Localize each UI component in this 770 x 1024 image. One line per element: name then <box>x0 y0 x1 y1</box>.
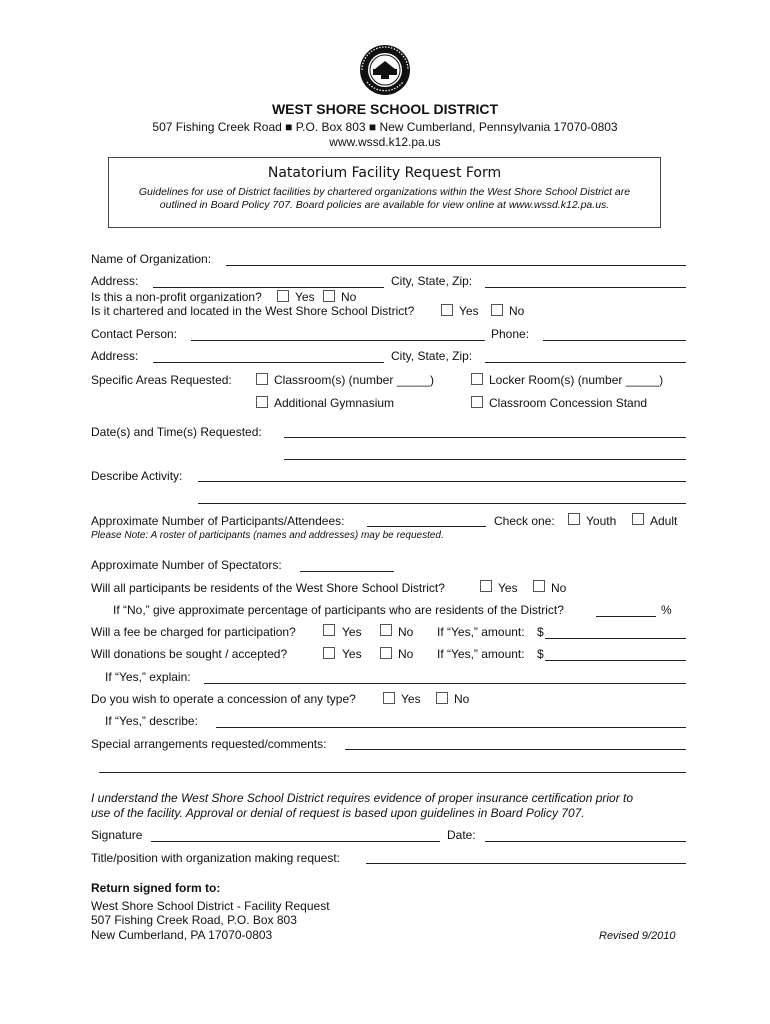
donations-amount-label: If “Yes,” amount: <box>437 647 525 661</box>
chartered-no-checkbox[interactable] <box>491 304 503 316</box>
nonprofit-yes-checkbox[interactable] <box>277 290 289 302</box>
donations-no-checkbox[interactable] <box>380 647 392 659</box>
concession-yes-checkbox[interactable] <box>383 692 395 704</box>
locker-room-checkbox[interactable] <box>471 373 483 385</box>
residents-yes-label: Yes <box>498 581 518 595</box>
return-line-1: West Shore School District - Facility Request <box>91 899 330 913</box>
form-title-box <box>108 157 661 228</box>
form-title: Natatorium Facility Request Form <box>267 165 502 181</box>
guidelines-line-1: Guidelines for use of District facilities by chartered organizations within the West Shore School District are <box>138 186 631 198</box>
donations-dollar-sign: $ <box>537 647 544 661</box>
donations-question: Will donations be sought / accepted? <box>91 647 288 661</box>
residents-no-checkbox[interactable] <box>533 580 545 592</box>
title-position-label: Title/position with organization making request: <box>91 851 341 865</box>
nonprofit-question: Is this a non-profit organization? <box>91 290 262 304</box>
youth-label: Youth <box>586 514 617 528</box>
chartered-yes-label: Yes <box>459 304 479 318</box>
fee-dollar-sign: $ <box>537 625 544 639</box>
participants-label: Approximate Number of Participants/Attendees: <box>91 514 345 528</box>
contact-city-field[interactable] <box>485 362 686 363</box>
concession-stand-checkbox[interactable] <box>471 396 483 408</box>
fee-yes-label: Yes <box>342 625 362 639</box>
residents-question: Will all participants be residents of the West Shore School District? <box>91 581 445 595</box>
activity-field-2[interactable] <box>198 503 686 504</box>
city-state-zip-label: City, State, Zip: <box>391 274 473 288</box>
residents-yes-checkbox[interactable] <box>480 580 492 592</box>
contact-field[interactable] <box>191 340 485 341</box>
concession-stand-label: Classroom Concession Stand <box>489 396 648 410</box>
date-label: Date: <box>447 828 476 842</box>
fee-yes-checkbox[interactable] <box>323 624 335 636</box>
guidelines-line-2: outlined in Board Policy 707. Board policies are available for view online at www.wssd.k12.pa.us. <box>159 199 610 211</box>
gymnasium-label: Additional Gymnasium <box>274 396 395 410</box>
insurance-statement-1: I understand the West Shore School District requires evidence of proper insurance certification prior to <box>91 791 634 805</box>
spectators-label: Approximate Number of Spectators: <box>91 558 282 572</box>
special-field-2[interactable] <box>99 772 686 773</box>
phone-label: Phone: <box>491 327 530 341</box>
district-seal <box>359 44 411 96</box>
concession-yes-label: Yes <box>401 692 421 706</box>
contact-address-field[interactable] <box>153 362 384 363</box>
concession-describe-label: If “Yes,” describe: <box>105 714 198 728</box>
spectators-field[interactable] <box>300 571 394 572</box>
org-name-field[interactable] <box>226 265 686 266</box>
dates-field-1[interactable] <box>284 437 686 438</box>
special-label: Special arrangements requested/comments: <box>91 737 327 751</box>
concession-describe-field[interactable] <box>216 727 686 728</box>
roster-note: Please Note: A roster of participants (names and addresses) may be requested. <box>91 530 444 541</box>
chartered-no-label: No <box>509 304 525 318</box>
date-field[interactable] <box>485 841 686 842</box>
chartered-yes-checkbox[interactable] <box>441 304 453 316</box>
dates-label: Date(s) and Time(s) Requested: <box>91 425 262 439</box>
revised-date: Revised 9/2010 <box>599 930 676 942</box>
district-website: www.wssd.k12.pa.us <box>329 135 441 149</box>
org-name-label: Name of Organization: <box>91 252 212 266</box>
concession-question: Do you wish to operate a concession of any type? <box>91 692 356 706</box>
contact-address-label: Address: <box>91 349 139 363</box>
district-name: WEST SHORE SCHOOL DISTRICT <box>271 101 499 117</box>
dates-field-2[interactable] <box>284 459 686 460</box>
contact-city-label: City, State, Zip: <box>391 349 473 363</box>
address-label: Address: <box>91 274 139 288</box>
check-one-label: Check one: <box>494 514 555 528</box>
signature-field[interactable] <box>151 841 440 842</box>
return-heading: Return signed form to: <box>91 881 221 895</box>
title-position-field[interactable] <box>366 863 686 864</box>
concession-no-checkbox[interactable] <box>436 692 448 704</box>
nonprofit-yes-label: Yes <box>295 290 315 304</box>
chartered-question: Is it chartered and located in the West Shore School District? <box>91 304 415 318</box>
fee-question: Will a fee be charged for participation? <box>91 625 296 639</box>
fee-no-label: No <box>398 625 414 639</box>
classroom-label: Classroom(s) (number _____) <box>274 373 435 387</box>
adult-label: Adult <box>650 514 678 528</box>
return-line-3: New Cumberland, PA 17070-0803 <box>91 928 273 942</box>
activity-field-1[interactable] <box>198 481 686 482</box>
donations-amount-field[interactable] <box>545 660 686 661</box>
donations-explain-label: If “Yes,” explain: <box>105 670 191 684</box>
guidelines-text <box>109 186 660 212</box>
areas-label: Specific Areas Requested: <box>91 373 232 387</box>
contact-label: Contact Person: <box>91 327 178 341</box>
insurance-statement-2: use of the facility. Approval or denial of request is based upon guidelines in Board Policy 707. <box>91 806 585 820</box>
address-field[interactable] <box>153 287 384 288</box>
special-field-1[interactable] <box>345 749 686 750</box>
concession-no-label: No <box>454 692 470 706</box>
district-address: 507 Fishing Creek Road ■ P.O. Box 803 ■ New Cumberland, Pennsylvania 17070-0803 <box>152 120 618 134</box>
youth-checkbox[interactable] <box>568 513 580 525</box>
fee-amount-label: If “Yes,” amount: <box>437 625 525 639</box>
residents-no-label: No <box>551 581 567 595</box>
residents-percent-field[interactable] <box>596 616 656 617</box>
nonprofit-no-label: No <box>341 290 357 304</box>
city-state-zip-field[interactable] <box>485 287 686 288</box>
locker-room-label: Locker Room(s) (number _____) <box>489 373 664 387</box>
classroom-checkbox[interactable] <box>256 373 268 385</box>
nonprofit-no-checkbox[interactable] <box>323 290 335 302</box>
donations-yes-checkbox[interactable] <box>323 647 335 659</box>
adult-checkbox[interactable] <box>632 513 644 525</box>
gymnasium-checkbox[interactable] <box>256 396 268 408</box>
residents-percent-question: If “No,” give approximate percentage of participants who are residents of the District? <box>113 603 564 617</box>
activity-label: Describe Activity: <box>91 469 183 483</box>
fee-amount-field[interactable] <box>545 638 686 639</box>
donations-no-label: No <box>398 647 414 661</box>
donations-yes-label: Yes <box>342 647 362 661</box>
percent-sign: % <box>661 603 672 617</box>
participants-field[interactable] <box>367 526 486 527</box>
donations-explain-field[interactable] <box>204 683 686 684</box>
signature-label: Signature <box>91 828 143 842</box>
fee-no-checkbox[interactable] <box>380 624 392 636</box>
return-line-2: 507 Fishing Creek Road, P.O. Box 803 <box>91 913 297 927</box>
phone-field[interactable] <box>543 340 686 341</box>
